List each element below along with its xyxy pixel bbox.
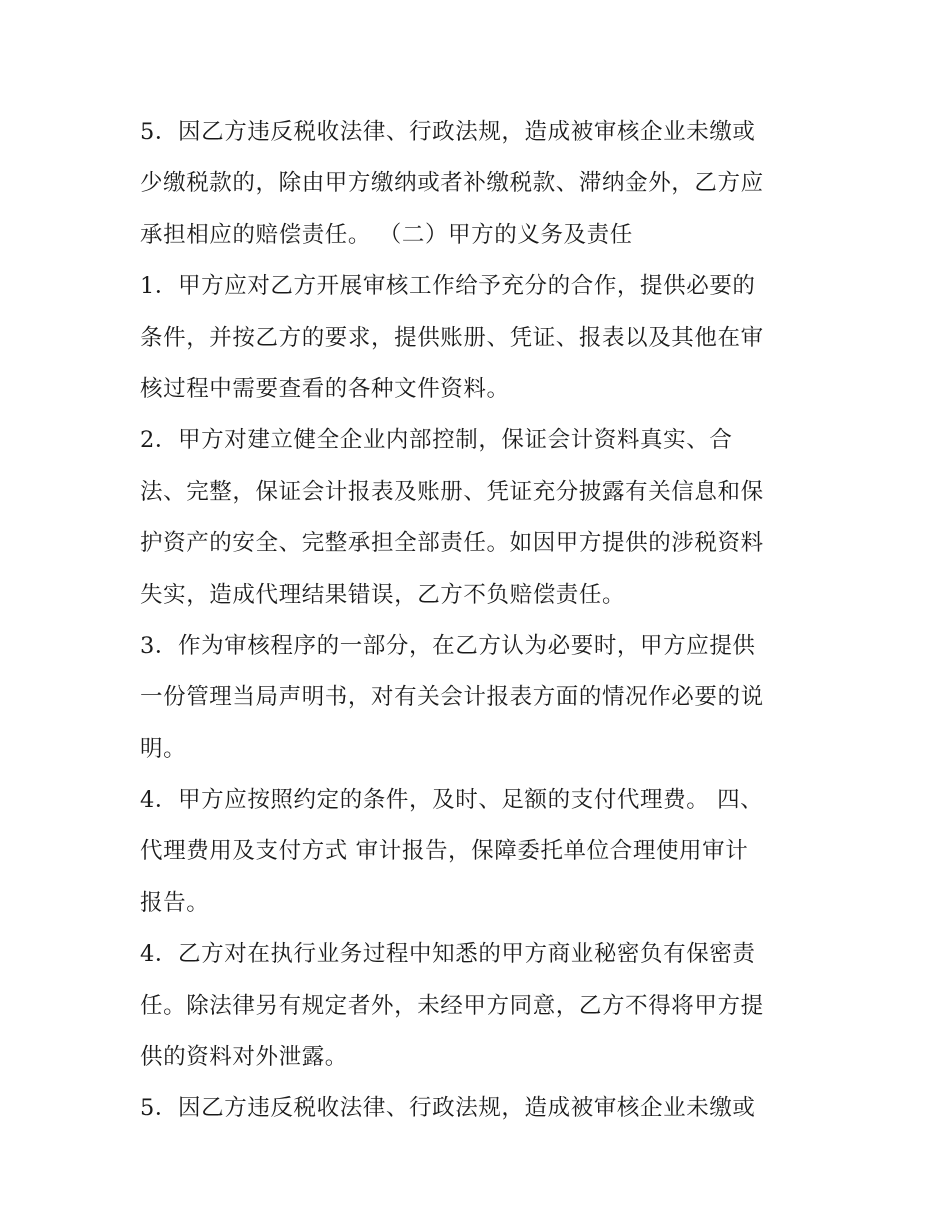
text-line: 法、完整，保证会计报表及账册、凭证充分披露有关信息和保 [140, 478, 764, 505]
text-line: 失实，造成代理结果错误，乙方不负赔偿责任。 [140, 581, 626, 608]
text-line: 5．因乙方违反税收法律、行政法规，造成被审核企业未缴或 [140, 119, 756, 145]
text-line: 4．甲方应按照约定的条件，及时、足额的支付代理费。 四、 [140, 787, 764, 814]
text-line: 5．因乙方违反税收法律、行政法规，造成被审核企业未缴或 [140, 1095, 756, 1122]
text-line: 少缴税款的，除由甲方缴纳或者补缴税款、滞纳金外，乙方应 [140, 170, 764, 197]
text-line: 明。 [140, 735, 187, 762]
text-line: 报告。 [140, 889, 210, 916]
text-line: 一份管理当局声明书，对有关会计报表方面的情况作必要的说 [140, 684, 764, 711]
text-line: 4．乙方对在执行业务过程中知悉的甲方商业秘密负有保密责 [140, 941, 756, 968]
text-line: 2．甲方对建立健全企业内部控制，保证会计资料真实、合 [140, 427, 733, 454]
text-line: 条件，并按乙方的要求，提供账册、凭证、报表以及其他在审 [140, 324, 764, 351]
text-line: 护资产的安全、完整承担全部责任。如因甲方提供的涉税资料 [140, 530, 764, 557]
text-line: 供的资料对外泄露。 [140, 1044, 348, 1071]
text-line: 1．甲方应对乙方开展审核工作给予充分的合作，提供必要的 [140, 273, 756, 300]
document-body [140, 107, 820, 1135]
text-line: 承担相应的赔偿责任。 （二）甲方的义务及责任 [140, 221, 633, 248]
text-line: 任。除法律另有规定者外，未经甲方同意，乙方不得将甲方提 [140, 992, 764, 1019]
text-line: 代理费用及支付方式 审计报告，保障委托单位合理使用审计 [140, 838, 749, 865]
text-line: 核过程中需要查看的各种文件资料。 [140, 375, 510, 402]
text-line: 3．作为审核程序的一部分，在乙方认为必要时，甲方应提供 [140, 632, 756, 659]
